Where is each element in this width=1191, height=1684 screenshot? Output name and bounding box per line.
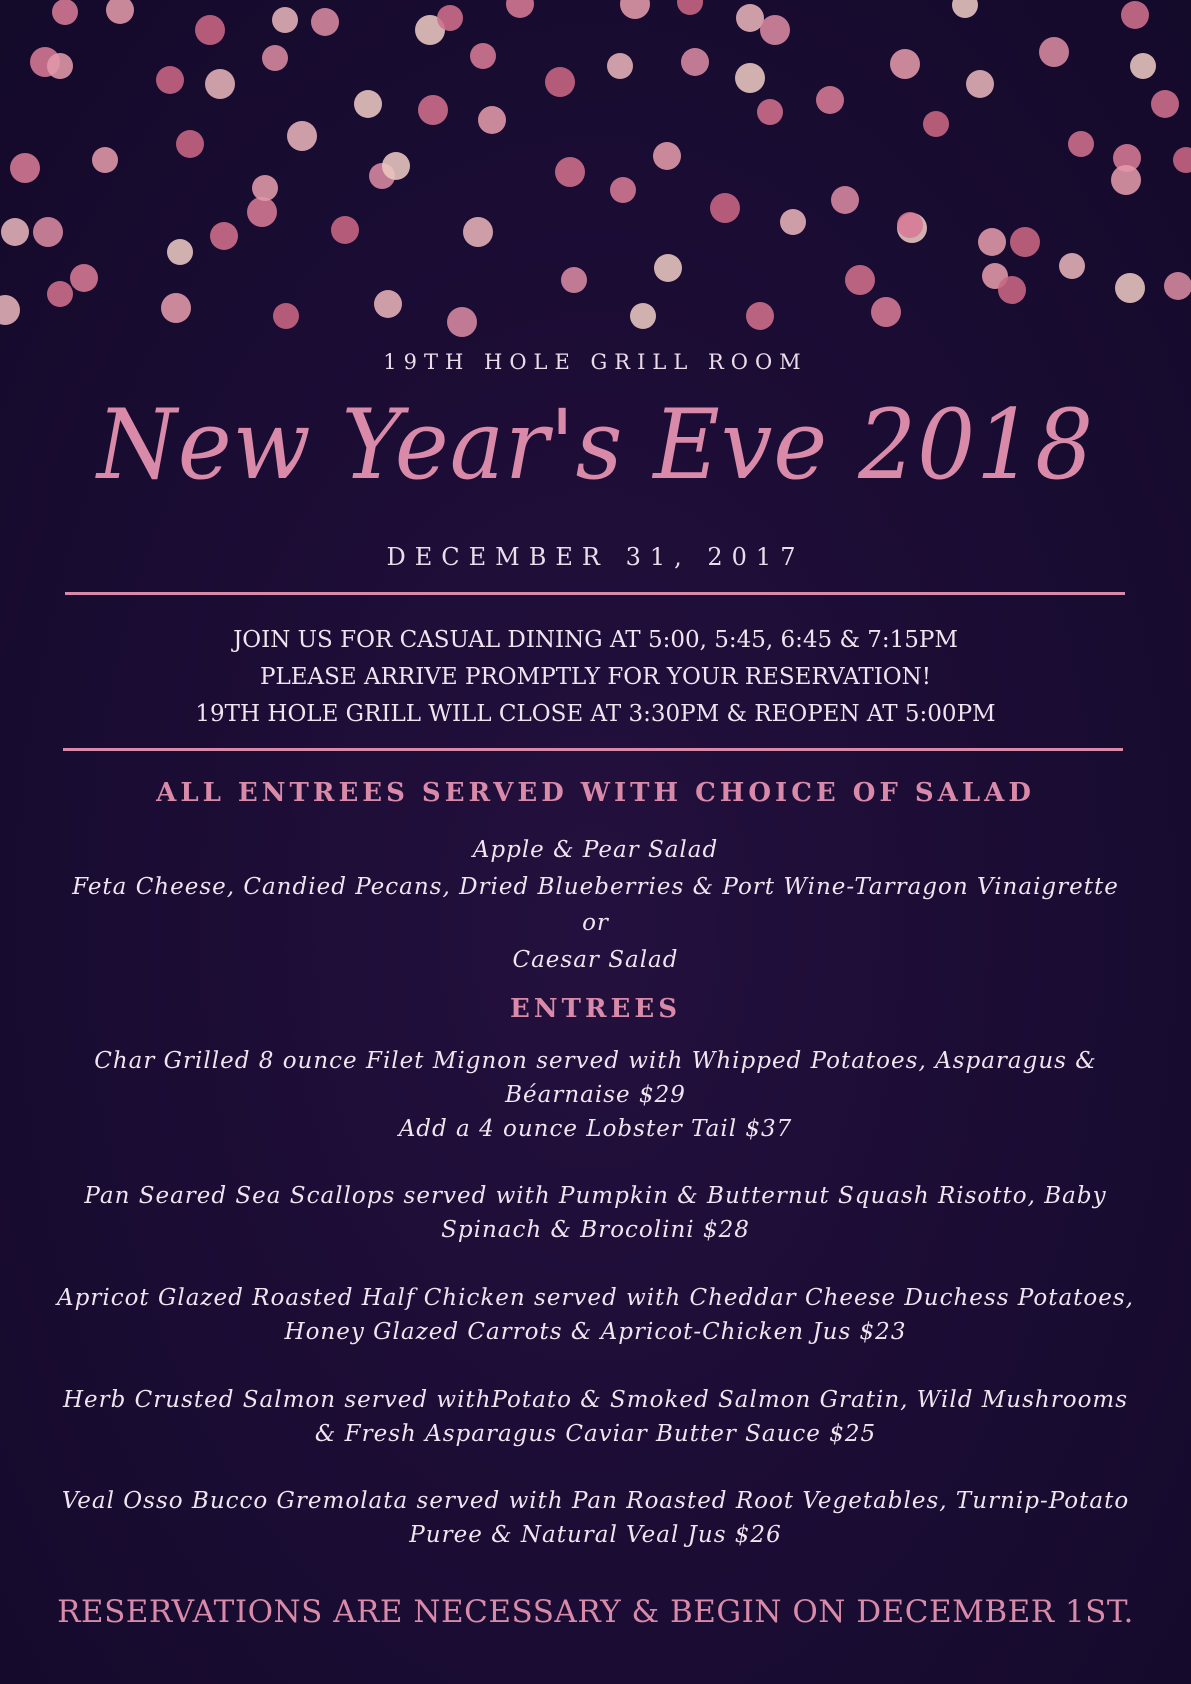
confetti-dot (1059, 253, 1085, 279)
info-line: 19TH HOLE GRILL WILL CLOSE AT 3:30PM & REOPEN AT 5:00PM (195, 701, 996, 727)
confetti-dot (156, 66, 184, 94)
confetti-dot (273, 303, 299, 329)
confetti-dot (247, 197, 277, 227)
confetti-dot (561, 267, 587, 293)
confetti-dot (331, 216, 359, 244)
entree-line: Béarnaise $29 (505, 1082, 686, 1108)
confetti-dot (1151, 90, 1179, 118)
confetti-dot (70, 264, 98, 292)
entree-line: Add a 4 ounce Lobster Tail $37 (398, 1116, 793, 1142)
salad-line: Apple & Pear Salad (472, 837, 719, 863)
entrees-heading: ENTREES (510, 994, 681, 1024)
confetti-dot (998, 276, 1026, 304)
confetti-dot (630, 303, 656, 329)
confetti-dot (780, 209, 806, 235)
confetti-dot (176, 130, 204, 158)
confetti-dot (195, 15, 225, 45)
confetti-dot (653, 142, 681, 170)
entree-line: Veal Osso Bucco Gremolata served with Pan Roasted Root Vegetables, Turnip-Potato (61, 1488, 1130, 1514)
confetti-decoration (0, 0, 1191, 340)
confetti-dot (47, 281, 73, 307)
confetti-dot (710, 193, 740, 223)
entree-line: Spinach & Brocolini $28 (441, 1217, 750, 1243)
confetti-dot (1115, 273, 1145, 303)
confetti-dot (545, 67, 575, 97)
confetti-dot (418, 95, 448, 125)
confetti-dot (167, 239, 193, 265)
salad-line: Feta Cheese, Candied Pecans, Dried Blueberries & Port Wine-Tarragon Vinaigrette (72, 873, 1119, 900)
confetti-dot (47, 53, 73, 79)
entree-line: Char Grilled 8 ounce Filet Mignon served with Whipped Potatoes, Asparagus & (94, 1048, 1097, 1074)
info-block (0, 622, 1191, 733)
divider-bottom (63, 748, 1123, 751)
confetti-dot (1, 218, 29, 246)
confetti-dot (1164, 272, 1191, 300)
confetti-dot (478, 106, 506, 134)
confetti-dot (1010, 227, 1040, 257)
confetti-dot (262, 45, 288, 71)
confetti-dot (681, 48, 709, 76)
confetti-dot (1173, 147, 1191, 173)
entree-line: Apricot Glazed Roasted Half Chicken served with Cheddar Cheese Duchess Potatoes, (57, 1285, 1134, 1311)
confetti-dot (1130, 53, 1156, 79)
confetti-dot (205, 69, 235, 99)
confetti-dot (966, 70, 994, 98)
entree-line: Herb Crusted Salmon served withPotato & Smoked Salmon Gratin, Wild Mushrooms (62, 1387, 1129, 1413)
confetti-dot (354, 90, 382, 118)
confetti-dot (106, 0, 134, 24)
entree-item (30, 1044, 1161, 1146)
confetti-dot (923, 111, 949, 137)
confetti-dot (1039, 37, 1069, 67)
confetti-dot (0, 295, 20, 325)
confetti-dot (374, 290, 402, 318)
confetti-dot (890, 49, 920, 79)
event-title: New Year's Eve 2018 (96, 389, 1095, 501)
confetti-dot (437, 5, 463, 31)
confetti-dot (382, 152, 410, 180)
confetti-dot (831, 186, 859, 214)
confetti-dot (1111, 165, 1141, 195)
confetti-dot (447, 307, 477, 337)
entree-item (30, 1179, 1161, 1247)
confetti-dot (816, 86, 844, 114)
confetti-dot (760, 15, 790, 45)
confetti-dot (463, 217, 493, 247)
confetti-dot (952, 0, 978, 18)
confetti-dot (210, 222, 238, 250)
venue-name: 19TH HOLE GRILL ROOM (383, 350, 808, 374)
info-line: PLEASE ARRIVE PROMPTLY FOR YOUR RESERVATION! (259, 664, 932, 690)
entree-item (30, 1484, 1161, 1552)
confetti-dot (1068, 131, 1094, 157)
salad-list (0, 832, 1191, 978)
confetti-dot (506, 0, 534, 18)
confetti-dot (871, 297, 901, 327)
event-date: DECEMBER 31, 2017 (386, 543, 805, 571)
confetti-dot (33, 217, 63, 247)
confetti-dot (470, 43, 496, 69)
confetti-dot (555, 157, 585, 187)
salad-line: or (582, 910, 609, 936)
confetti-dot (897, 212, 923, 238)
confetti-dot (677, 0, 703, 15)
confetti-dot (52, 0, 78, 25)
confetti-dot (746, 302, 774, 330)
salad-line: Caesar Salad (512, 946, 679, 973)
confetti-dot (1121, 1, 1149, 29)
confetti-dot (610, 177, 636, 203)
entree-line: & Fresh Asparagus Caviar Butter Sauce $25 (314, 1421, 877, 1447)
entree-line: Puree & Natural Veal Jus $26 (409, 1522, 782, 1548)
entree-item (30, 1281, 1161, 1349)
confetti-dot (978, 228, 1006, 256)
confetti-dot (607, 53, 633, 79)
confetti-dot (92, 147, 118, 173)
entree-line: Pan Seared Sea Scallops served with Pumpkin & Butternut Squash Risotto, Baby (84, 1183, 1107, 1209)
entree-line: Honey Glazed Carrots & Apricot-Chicken Jus $23 (284, 1319, 907, 1345)
info-line: JOIN US FOR CASUAL DINING AT 5:00, 5:45, 6:45 & 7:15PM (233, 627, 958, 653)
confetti-dot (736, 4, 764, 32)
salad-heading: ALL ENTREES SERVED WITH CHOICE OF SALAD (156, 778, 1035, 808)
confetti-dot (10, 153, 40, 183)
confetti-dot (252, 175, 278, 201)
entree-item (30, 1383, 1161, 1451)
confetti-dot (735, 63, 765, 93)
confetti-dot (161, 293, 191, 323)
confetti-dot (287, 121, 317, 151)
confetti-dot (272, 7, 298, 33)
confetti-dot (845, 265, 875, 295)
confetti-dot (757, 99, 783, 125)
confetti-dot (311, 8, 339, 36)
divider-top (65, 592, 1125, 595)
confetti-dot (620, 0, 650, 19)
reservation-notice: RESERVATIONS ARE NECESSARY & BEGIN ON DECEMBER 1ST. (57, 1594, 1134, 1630)
confetti-dot (654, 254, 682, 282)
